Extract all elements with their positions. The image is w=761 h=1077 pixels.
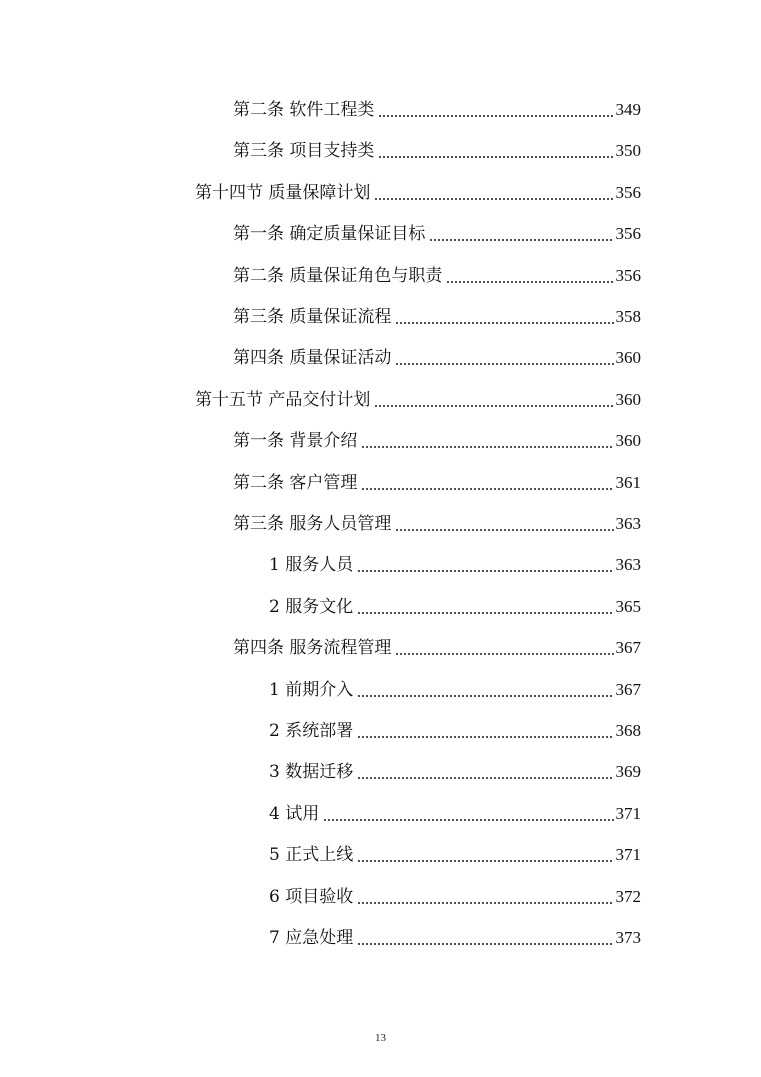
dot-leader [357,594,613,620]
toc-entry-label: 第三条 服务人员管理 [233,514,392,534]
dot-leader [357,884,613,910]
toc-entry-page: 358 [615,307,641,326]
dot-leader [357,925,613,951]
toc-entry-label: 第四条 服务流程管理 [233,638,392,658]
toc-entry[interactable] [269,594,641,620]
toc-entry-label: 2 系统部署 [269,721,354,741]
toc-entry-page: 373 [615,928,641,947]
dot-leader [446,263,613,289]
toc-entry[interactable] [233,97,641,123]
toc-entry-page: 356 [615,224,641,243]
dot-leader [357,552,613,578]
toc-entry-page: 360 [615,348,641,367]
toc-entry[interactable] [269,677,641,703]
toc-entry[interactable] [233,263,641,289]
toc-entry-label: 1 前期介入 [269,680,354,700]
toc-entry-label: 第二条 客户管理 [233,473,358,493]
toc-entry-label: 第三条 项目支持类 [233,141,375,161]
toc-entry-page: 367 [615,680,641,699]
toc-entry-label: 第一条 背景介绍 [233,431,358,451]
toc-entry-label: 6 项目验收 [269,887,354,907]
toc-entry-label: 7 应急处理 [269,928,354,948]
toc-entry-label: 4 试用 [269,804,320,824]
toc-entry-page: 372 [615,887,641,906]
toc-entry-page: 356 [615,183,641,202]
toc-entry-label: 第二条 质量保证角色与职责 [233,266,443,286]
toc-entry[interactable] [269,552,641,578]
dot-leader [378,97,613,123]
dot-leader [361,428,613,454]
toc-entry-label: 3 数据迁移 [269,762,354,782]
toc-entry[interactable] [233,635,641,661]
dot-leader [374,180,613,206]
toc-entry[interactable] [233,511,641,537]
toc-entry-label: 第三条 质量保证流程 [233,307,392,327]
page-number: 13 [375,1032,386,1044]
toc-entry-label: 1 服务人员 [269,555,354,575]
toc-entry-label: 第十四节 质量保障计划 [195,183,371,203]
toc-entry[interactable] [195,180,641,206]
toc-entry-page: 371 [615,804,641,823]
dot-leader [357,842,613,868]
toc-entry[interactable] [269,759,641,785]
toc-entry-page: 363 [615,555,641,574]
toc-entry-page: 360 [615,390,641,409]
toc-entry-page: 361 [615,473,641,492]
toc-entry[interactable] [269,884,641,910]
toc-entry-page: 369 [615,762,641,781]
toc-entry-page: 360 [615,431,641,450]
toc-entry-label: 第十五节 产品交付计划 [195,390,371,410]
toc-entry[interactable] [269,925,641,951]
dot-leader [361,470,613,496]
dot-leader [395,345,613,371]
dot-leader [357,718,613,744]
toc-entry[interactable] [233,470,641,496]
dot-leader [429,221,613,247]
toc-entry-page: 350 [615,141,641,160]
toc-entry[interactable] [233,304,641,330]
toc-entry-label: 第一条 确定质量保证目标 [233,224,426,244]
toc-entry-label: 5 正式上线 [269,845,354,865]
dot-leader [378,138,613,164]
toc-entry-page: 363 [615,514,641,533]
toc-entry-page: 349 [615,100,641,119]
toc-entry-label: 第四条 质量保证活动 [233,348,392,368]
toc-entry[interactable] [195,387,641,413]
toc-entry[interactable] [233,138,641,164]
toc-entry[interactable] [269,718,641,744]
toc-entry[interactable] [269,842,641,868]
dot-leader [395,304,613,330]
toc-entry-page: 365 [615,597,641,616]
toc-entry-page: 367 [615,638,641,657]
dot-leader [374,387,613,413]
dot-leader [357,677,613,703]
dot-leader [395,635,613,661]
dot-leader [323,801,613,827]
toc-entry-page: 368 [615,721,641,740]
toc-entry-page: 356 [615,266,641,285]
toc-entry[interactable] [233,428,641,454]
toc-entry-label: 2 服务文化 [269,597,354,617]
toc-entry-label: 第二条 软件工程类 [233,100,375,120]
toc-entry[interactable] [269,801,641,827]
dot-leader [395,511,613,537]
dot-leader [357,759,613,785]
toc-entry[interactable] [233,345,641,371]
toc-entry-page: 371 [615,845,641,864]
toc-entry[interactable] [233,221,641,247]
